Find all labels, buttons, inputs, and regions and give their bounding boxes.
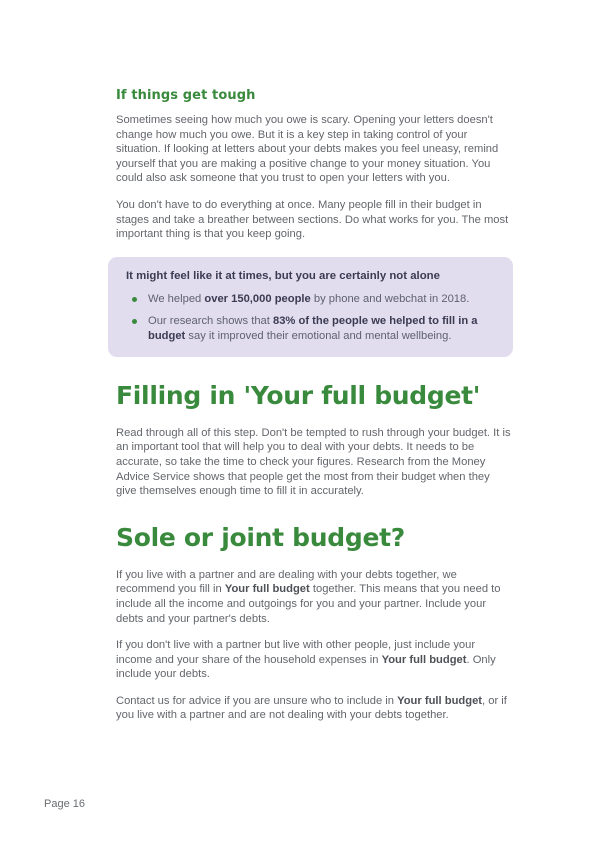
text-segment: If you live with a partner and are dealing with your debts together, we recommend you fill in	[116, 568, 457, 596]
text-segment: say it improved their emotional and mental wellbeing.	[185, 329, 452, 342]
text-segment-bold: 83% of the people we helped to fill in a budget	[148, 314, 478, 342]
paragraph-sole-3	[116, 694, 513, 723]
text-segment: , or if you live with a partner and are not dealing with your debts together.	[116, 694, 507, 722]
page-number: Page 16	[44, 798, 85, 810]
text-segment-bold: over 150,000 people	[204, 292, 311, 305]
page-content	[116, 88, 513, 735]
bullet-icon	[132, 319, 137, 324]
text-segment: Our research shows that	[148, 314, 273, 327]
bullet-icon	[132, 297, 137, 302]
heading-filling-in-your-full-budget: Filling in 'Your full budget'	[116, 380, 481, 410]
text-segment: by phone and webchat in 2018.	[310, 292, 470, 305]
callout-bullet-1-text	[148, 292, 469, 307]
text-segment: Contact us for advice if you are unsure who to include in	[116, 694, 398, 707]
callout-bullet-2-text	[148, 314, 497, 344]
callout-bullet-1	[126, 292, 497, 307]
paragraph-sole-2	[116, 638, 513, 682]
text-segment: . Only include your debts.	[116, 653, 496, 681]
paragraph-filling-1: Read through all of this step. Don't be tempted to rush through your budget. It is an important tool that will help you to deal with your debts. It needs to be accurate, so take the time to check your figures. Research from the Money Advice Service shows that people get the most from their budget when they give themselves enough time to fill it in accurately.	[116, 426, 511, 498]
text-segment: together. This means that you need to include all the income and outgoings for you and your partner. Include your debts and your partner's debts.	[116, 583, 501, 625]
paragraph-tough-1: Sometimes seeing how much you owe is scary. Opening your letters doesn't change how much you owe. But it is a key step in taking control of your situation. If looking at letters about your debts makes you feel uneasy, remind yourself that you are making a positive change to your money situation. You could also ask someone that you trust to open your letters with you.	[116, 114, 499, 185]
text-segment-bold: Your full budget	[381, 653, 467, 666]
callout-title: It might feel like it at times, but you are certainly not alone	[126, 269, 440, 282]
heading-if-things-get-tough: If things get tough	[116, 88, 256, 103]
text-segment: We helped	[148, 292, 205, 305]
callout-bullet-2	[126, 314, 497, 344]
text-segment: If you don't live with a partner but live with other people, just include your income and your share of the household expenses in	[116, 639, 476, 666]
paragraph-sole-1	[116, 568, 513, 626]
heading-sole-or-joint-budget: Sole or joint budget?	[116, 522, 405, 552]
text-segment-bold: Your full budget	[397, 694, 483, 707]
text-segment-bold: Your full budget	[224, 583, 310, 596]
callout-box	[108, 257, 513, 357]
paragraph-tough-2: You don't have to do everything at once. Many people fill in their budget in stages and take a breather between sections. Do what works for you. The most important thing is that you keep going.	[116, 198, 509, 241]
